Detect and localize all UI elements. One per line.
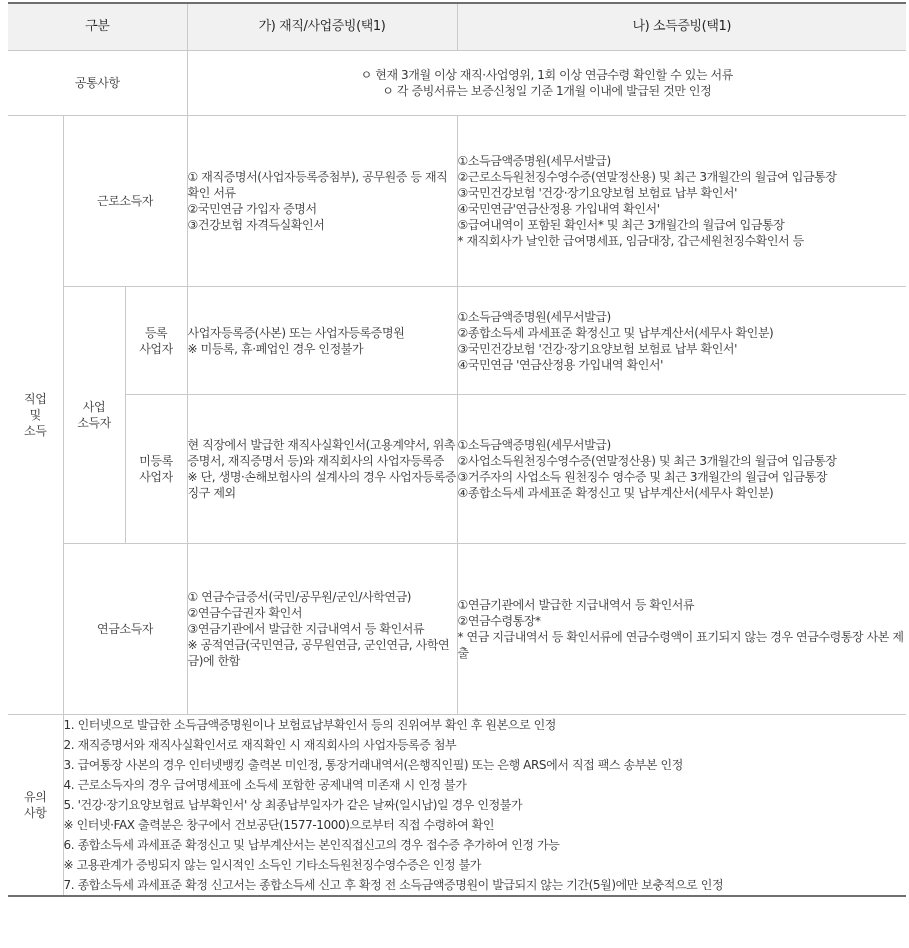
list-item: ①연금기관에서 발급한 지급내역서 등 확인서류 bbox=[457, 598, 695, 612]
list-item: ⑤급여내역이 포함된 확인서* 및 최근 3개월간의 월급여 입금통장 bbox=[457, 218, 785, 232]
note-item: ※ 고용관계가 증빙되지 않는 일시적인 소득인 기타소득원천징수영수증은 인정 불가 bbox=[63, 858, 482, 872]
list-item: ③거주자의 사업소득 원천징수 영수증 및 최근 3개월간의 월급여 입금통장 bbox=[457, 470, 828, 484]
notes-content bbox=[63, 715, 906, 897]
worker-label: 근로소득자 bbox=[63, 116, 187, 287]
worker-row bbox=[8, 116, 906, 287]
list-item: 현 직장에서 발급한 재직사실확인서(고용계약서, 위촉증명서, 재직증명서 등)와 재직회사의 사업자등록증 bbox=[187, 438, 456, 468]
list-item: ①소득금액증명원(세무서발급) bbox=[457, 438, 611, 452]
list-item: ※ 단, 생명·손해보험사의 설계사의 경우 사업자등록증 징구 제외 bbox=[187, 470, 457, 500]
common-row bbox=[8, 51, 906, 116]
note-item: 3. 급여통장 사본의 경우 인터넷뱅킹 출력본 미인정, 통장거래내역서(은행직인필) 또는 은행 ARS에서 직접 팩스 송부본 인정 bbox=[63, 758, 683, 772]
pension-work-proof bbox=[187, 544, 457, 715]
job-income-label bbox=[8, 116, 63, 715]
list-item: ②연금수령통장* bbox=[457, 614, 541, 628]
list-item: ③연금기관에서 발급한 지급내역서 등 확인서류 bbox=[187, 622, 425, 636]
list-item: * 재직회사가 날인한 급여명세표, 임금대장, 갑근세원천징수확인서 등 bbox=[457, 234, 804, 248]
header-income-proof: 나) 소득증빙(택1) bbox=[457, 3, 906, 51]
registered-business-label-text: 등록 사업자 bbox=[139, 325, 173, 356]
common-line: ㅇ 각 증빙서류는 보증신청일 기준 1개월 이내에 발급된 것만 인정 bbox=[382, 84, 712, 98]
business-income-label bbox=[63, 287, 125, 544]
list-item: ① 연금수급증서(국민/공무원/군인/사학연금) bbox=[187, 590, 412, 604]
worker-work-proof bbox=[187, 116, 457, 287]
registered-income-proof bbox=[457, 287, 906, 395]
registered-business-label bbox=[125, 287, 187, 395]
notes-label bbox=[8, 715, 63, 897]
job-income-label-text: 직업 및 소득 bbox=[24, 392, 47, 438]
list-item: ②종합소득세 과세표준 확정신고 및 납부계산서(세무사 확인분) bbox=[457, 325, 774, 340]
pension-label: 연금소득자 bbox=[63, 544, 187, 715]
pension-income-proof bbox=[457, 544, 906, 715]
pension-row bbox=[8, 544, 906, 715]
list-item: ④국민연금'연금산정용 가입내역 확인서' bbox=[457, 202, 660, 216]
common-line: ㅇ 현재 3개월 이상 재직·사업영위, 1회 이상 연금수령 확인할 수 있는 서류 bbox=[360, 68, 733, 82]
business-income-label-text: 사업 소득자 bbox=[77, 400, 111, 430]
table-header-row bbox=[8, 3, 906, 51]
list-item: ①소득금액증명원(세무서발급) bbox=[457, 154, 611, 168]
list-item: ③건강보험 자격득실확인서 bbox=[187, 218, 325, 232]
header-work-business-proof: 가) 재직/사업증빙(택1) bbox=[187, 3, 457, 51]
list-item: * 연금 지급내역서 등 확인서류에 연금수령액이 표기되지 않는 경우 연금수령통장 사본 제출 bbox=[457, 630, 904, 660]
list-item: ①소득금액증명원(세무서발급) bbox=[457, 309, 611, 324]
list-item: ※ 미등록, 휴·폐업인 경우 인정불가 bbox=[187, 341, 364, 356]
unregistered-business-row bbox=[8, 395, 906, 544]
unregistered-business-label-text: 미등록 사업자 bbox=[139, 454, 173, 484]
unregistered-work-proof bbox=[187, 395, 457, 544]
header-category: 구분 bbox=[8, 3, 187, 51]
note-item: 4. 근로소득자의 경우 급여명세표에 소득세 포함한 공제내역 미존재 시 인정 불가 bbox=[63, 778, 467, 792]
registered-work-proof bbox=[187, 287, 457, 395]
list-item: ① 재직증명서(사업자등록증첨부), 공무원증 등 재직확인 서류 bbox=[187, 170, 448, 200]
common-label: 공통사항 bbox=[8, 51, 187, 116]
registered-business-row bbox=[8, 287, 906, 395]
notes-row bbox=[8, 715, 906, 897]
list-item: ③국민건강보험 '건강·장기요양보험 보험료 납부 확인서' bbox=[457, 341, 737, 356]
note-item: ※ 인터넷·FAX 출력분은 창구에서 건보공단(1577-1000)으로부터 직접 수령하여 확인 bbox=[63, 818, 495, 832]
list-item: ④종합소득세 과세표준 확정신고 및 납부계산서(세무사 확인분) bbox=[457, 486, 774, 500]
note-item: 5. '건강·장기요양보험료 납부확인서' 상 최종납부일자가 같은 날짜(일시납)일 경우 인정불가 bbox=[63, 798, 523, 812]
list-item: ④국민연금 '연금산정용 가입내역 확인서' bbox=[457, 357, 664, 372]
list-item: ②근로소득원천징수영수증(연말정산용) 및 최근 3개월간의 월급여 입금통장 bbox=[457, 170, 837, 184]
list-item: 사업자등록증(사본) 또는 사업자등록증명원 bbox=[187, 325, 405, 340]
unregistered-income-proof bbox=[457, 395, 906, 544]
unregistered-business-label bbox=[125, 395, 187, 544]
list-item: ②연금수급권자 확인서 bbox=[187, 606, 303, 620]
list-item: ③국민건강보험 '건강·장기요양보험 보험료 납부 확인서' bbox=[457, 186, 737, 200]
note-item: 2. 재직증명서와 재직사실확인서로 재직확인 시 재직회사의 사업자등록증 첨부 bbox=[63, 738, 457, 752]
list-item: ※ 공적연금(국민연금, 공무원연금, 군인연금, 사학연금)에 한함 bbox=[187, 638, 450, 668]
note-item: 7. 종합소득세 과세표준 확정 신고서는 종합소득세 신고 후 확정 전 소득금액증명원이 발급되지 않는 기간(5월)에만 보충적으로 인정 bbox=[63, 878, 724, 892]
worker-income-proof bbox=[457, 116, 906, 287]
common-content bbox=[187, 51, 906, 116]
notes-label-text: 유의 사항 bbox=[24, 790, 47, 820]
list-item: ②국민연금 가입자 증명서 bbox=[187, 202, 317, 216]
note-item: 1. 인터넷으로 발급한 소득금액증명원이나 보험료납부확인서 등의 진위여부 확인 후 원본으로 인정 bbox=[63, 718, 556, 732]
list-item: ②사업소득원천징수영수증(연말정산용) 및 최근 3개월간의 월급여 입금통장 bbox=[457, 454, 837, 468]
note-item: 6. 종합소득세 과세표준 확정신고 및 납부계산서는 본인직접신고의 경우 접수증 추가하여 인정 가능 bbox=[63, 838, 560, 852]
eligibility-documents-table bbox=[8, 2, 906, 897]
